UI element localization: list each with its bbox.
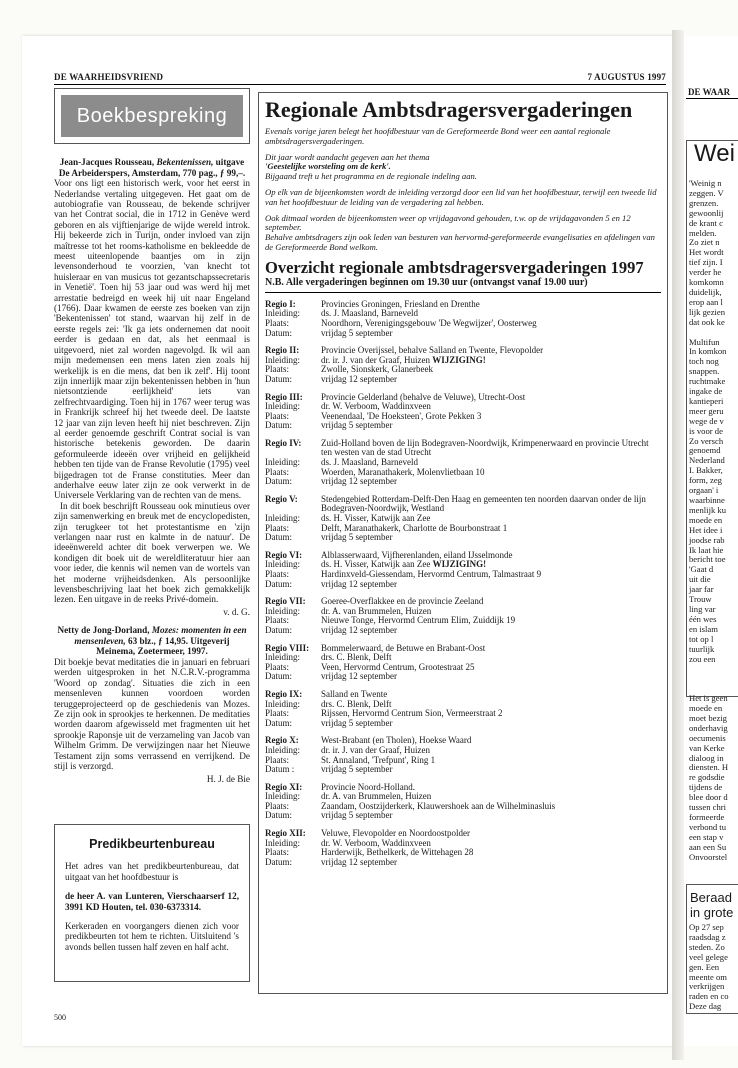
next-page-text-2 <box>689 923 738 1012</box>
region-field-value: West-Brabant (en Tholen), Hoekse Waard <box>321 735 472 746</box>
next-page-header: DE WAAR <box>688 87 731 97</box>
predikbeurtenbureau-intro: Het adres van het predikbeurtenbureau, dat uitgaat van het hoofdbestuur is <box>65 861 239 882</box>
next-page-line: en islam <box>689 623 718 634</box>
review-publisher: 63 blz., ƒ 14,95. Uitgeverij Meinema, Zoetermeer, 1997. <box>96 635 230 657</box>
next-page-line: veel gelege <box>689 951 728 962</box>
next-page-line: erop aan l <box>689 296 723 307</box>
next-page-line: tussen chri <box>689 802 726 813</box>
region-field-value: Zaandam, Oostzijderkerk, Klauwershoek aan de Wilhelminasluis <box>321 800 556 811</box>
region-row-datum <box>265 375 661 385</box>
next-page-line: Op 27 sep <box>689 922 724 932</box>
next-page-line: dialoog in <box>689 752 724 763</box>
next-page-line: moede en <box>689 703 723 714</box>
next-page-line: meer geru <box>689 405 724 416</box>
next-page-line <box>689 328 738 338</box>
intro-paragraph: Behalve ambtsdragers zijn ook leden van besturen van hervormd-gereformeerde evangelisaties en afdelingen van de Gereformeerde Bond welkom. <box>265 232 655 252</box>
region-field-label: Plaats: <box>265 615 289 626</box>
region-row-datum <box>265 626 661 636</box>
region-field-label: Plaats: <box>265 661 289 672</box>
review-paragraph: Voor ons ligt een historisch werk, voor het eerst in Nederlandse vertaling uitgegeven. Het gaat om de autobiografie van Rousseau, de bekende schrijver van het Contrat social, die in 1712 in Genève werd geboren en als vijftienjarige de wijde wereld introk. Hij bekeerde zich in Turijn, onder invloed van zijn maîtresse tot het rooms-katholisme en bekleedde de meest uiteenlopende baantjes om in zijn levensonderhoud te voorzien, 'van knecht tot huisleraar en van musicus tot gezantschapssecretaris in Venetië'. Toen hij 53 jaar oud was werd hij met arrestatie bedreigd en week hij uit naar Engeland (1766). Daar kwamen de eerste zes boeken van zijn 'Bekentenissen' tot stand, waarvan hij zelf in de eerste regels zei: 'Ik ga iets ondernemen dat nooit eerder is gedaan en dat, als het eenmaal is uitgevoerd, niet zal worden nagevolgd. Ik wil aan mijn medemensen een mens laten zien zoals hij werkelijk is en die mens, dat ben ik zelf'. Hij toont zijn innerlijk maar zijn bekentenissen hebben in 'hun nietsontziende eerlijkheid' iets van zelfrechtvaardiging. Toen hij in 1767 weer terug was in Frankrijk schreef hij het tweede deel. De laatste 12 jaar van zijn leven heeft hij niet beschreven. Zijn al eerder genoemde geschrift Contrat social is van historische betekenis geworden. De daarin geformuleerde ideeën over vrijheid en gelijkheid hebben ten tijde van de Franse Revolutie (1795) veel bijgedragen tot de Franse constituties. Meer dan anderhalve eeuw later zijn ze ook verwerkt in de Universele Verklaring van de rechten van de mens. <box>54 178 250 501</box>
region-field-value: Zwolle, Sionskerk, Glanerbeek <box>321 364 433 375</box>
next-page-line: onderhavig <box>689 722 728 733</box>
region-field-value: vrijdag 5 september <box>321 420 393 431</box>
next-page-title: Wei <box>694 140 735 167</box>
region-field-value: Hardinxveld-Giessendam, Hervormd Centrum, Talmastraat 9 <box>321 569 542 580</box>
predikbeurtenbureau-address: de heer A. van Lunteren, Vierschaarserf 12, 3991 KD Houten, tel. 030-6373314. <box>65 891 239 912</box>
next-page-line: formeerde <box>689 812 725 822</box>
next-page-heading-line: in grote <box>690 905 734 920</box>
next-page-line: Het wordt <box>689 247 724 258</box>
page-gutter <box>672 30 684 1060</box>
page-number: 500 <box>54 1013 66 1022</box>
next-page-line: menlijk ku <box>689 504 726 515</box>
region-field-label: Datum: <box>265 810 292 821</box>
region-block <box>265 597 661 635</box>
next-page-line: Het idee i <box>689 524 723 535</box>
review-mozes <box>54 625 250 784</box>
next-page-line: joodse rab <box>689 534 725 545</box>
region-field-value: vrijdag 12 september <box>321 476 397 487</box>
review-rousseau <box>54 157 250 617</box>
review-book-title: Bekentenissen, <box>156 157 214 167</box>
next-page-line: form, zeg <box>689 475 722 486</box>
next-page-heading-line: Beraad <box>690 890 732 905</box>
publication-name: DE WAARHEIDSVRIEND <box>54 72 164 82</box>
article-intro <box>265 127 661 253</box>
region-field-label: Inleiding: <box>265 559 300 570</box>
region-block <box>265 439 661 487</box>
running-head <box>54 72 666 82</box>
review-paragraph: Dit boekje bevat meditaties die in januari en februari werden uitgesproken in het N.C.R.V.-programma 'Woord op zondag'. Situaties die zich in een mensenleven kunnen voordoen worden teruggeprojecteerd op de geschiedenis van Mozes. Ze zijn ook in sprookjes te herkennen. De meditaties worden daarom afgewisseld met fragmenten uit het sprookje Raponsje uit de verzameling van Jacob van Wilhelm Grimm. De verwijzingen naar het Nieuwe Testament zijn soms verrassend en verrijkend. De stijl is verzorgd. <box>54 657 250 772</box>
ambtsdragers-box <box>258 92 668 994</box>
predikbeurtenbureau-box <box>54 824 250 982</box>
overview-title: Overzicht regionale ambtsdragersvergaderingen 1997 <box>265 257 644 277</box>
next-page-line: aan een Su <box>689 841 727 852</box>
region-field-value: dr. ir. J. van der Graaf, Huizen WIJZIGING! <box>321 354 486 365</box>
region-name: Regio IX: <box>265 688 303 699</box>
region-field-label: Datum: <box>265 373 292 384</box>
region-field-value: vrijdag 12 september <box>321 373 397 384</box>
next-page-line: verkrijgen <box>689 981 725 992</box>
next-page-line: raadsdag z <box>689 931 726 942</box>
next-page-line: ruchtmake <box>689 376 726 387</box>
region-field-value: Noordhorn, Verenigingsgebouw 'De Wegwijzer', Oosterweg <box>321 317 537 328</box>
region-field-label: Datum: <box>265 671 292 682</box>
next-page-line: waarbinne <box>689 495 725 505</box>
region-name: Regio XI: <box>265 781 303 792</box>
region-field-label: Plaats: <box>265 800 289 811</box>
review-author: Jean-Jacques Rousseau, <box>59 157 155 167</box>
article-title: Regionale Ambtsdragersvergaderingen <box>265 97 633 122</box>
region-field-value: Bommelerwaard, de Betuwe en Brabant-Oost <box>321 642 486 653</box>
intro-paragraph: Op elk van de bijeenkomsten wordt de inleiding verzorgd door een lid van het hoofdbestuur, terwijl een tweede lid van het hoofdbestuur de leiding van de vergadering zal hebben. <box>265 186 657 207</box>
next-page-line <box>689 674 738 684</box>
next-page-line: een stap v <box>689 831 724 842</box>
region-name: Regio V: <box>265 493 298 504</box>
review-heading <box>54 625 250 657</box>
next-page-line: één wes <box>689 613 717 624</box>
region-field-value: Veenendaal, 'De Hoeksteen', Grote Pekken 3 <box>321 410 482 421</box>
region-name: Regio XII: <box>265 828 306 839</box>
next-page-line: Deze dag <box>689 1001 722 1012</box>
next-page-line: Zo ziet n <box>689 237 720 248</box>
region-field-label: Plaats: <box>265 754 289 765</box>
region-field-value: vrijdag 12 september <box>321 578 397 589</box>
next-page-line: wege de v <box>689 415 724 426</box>
predikbeurtenbureau-title: Predikbeurtenbureau <box>89 837 215 851</box>
next-page-edge <box>684 36 738 1046</box>
intro-theme-lead: Dit jaar wordt aandacht gegeven aan het thema <box>265 151 430 162</box>
next-page-line: is voor de <box>689 425 723 436</box>
review-publisher: uitgave De Arbeiderspers, Amsterdam, 770 pag., ƒ 99,–. <box>58 157 246 178</box>
region-block <box>265 393 661 431</box>
next-page-line: tief zijn. I <box>689 257 723 268</box>
next-page-line: steden. Zo <box>689 941 725 952</box>
region-field-label: Inleiding: <box>265 513 300 524</box>
change-marker: WIJZIGING! <box>432 559 487 570</box>
region-row-datum <box>265 580 661 590</box>
region-field-label: Datum: <box>265 717 292 728</box>
region-block <box>265 300 661 338</box>
next-page-line: kantieperi <box>689 395 724 406</box>
region-field-label: Datum: <box>265 420 292 431</box>
next-page-line: raden en co <box>689 991 729 1002</box>
region-field-value: Alblasserwaard, Vijfherenlanden, eiland IJsselmonde <box>321 549 513 560</box>
region-block <box>265 783 661 821</box>
region-field-label: Plaats: <box>265 410 289 421</box>
next-page-line: verbond tu <box>689 821 726 832</box>
review-paragraph: In dit boek beschrijft Rousseau ook minutieus over zijn samenwerking en breuk met de encyclopedisten, zijn terugkeer tot het protestantisme en 'zijn verlangen naar rust en kalmte in de natuur'. De ideeënwereld achter dit boek verwerpen we. We kondigen dit boek uit de wereldliteratuur hier aan voor ieder, die kennis wil nemen van de wortels van het moderne vrijheidsdenken. Als persoonlijke levensbeschrijving laat het boek zich gemakkelijk lezen. Een uitgave in de reeks Privé-domein. <box>54 500 250 605</box>
change-marker: WIJZIGING! <box>432 354 486 365</box>
region-field-value: dr. W. Verboom, Waddinxveen <box>321 401 431 412</box>
region-field-label: Datum : <box>265 764 295 775</box>
next-page-line: ling var <box>689 603 716 614</box>
region-field-label: Inleiding: <box>265 837 300 848</box>
region-row-area <box>265 495 661 514</box>
next-page-line: diensten. H <box>689 762 729 773</box>
boekbespreking-banner: Boekbespreking <box>61 95 243 137</box>
next-page-line: orgaan' i <box>689 485 719 496</box>
region-field-value: Delft, Maranathakerk, Charlotte de Bourbonstraat 1 <box>321 522 508 533</box>
region-field-value: Stedengebied Rotterdam-Delft-Den Haag en gemeenten ten noorden daarvan onder de lijn Bodegraven-Noordwijk, Westland <box>321 493 646 514</box>
next-page-line: I. Bakker, <box>689 465 723 476</box>
region-field-label: Datum: <box>265 476 292 487</box>
next-page-line <box>689 664 738 674</box>
next-page-line: Onvoorstel <box>689 851 728 862</box>
region-field-value: Provincies Groningen, Friesland en Drenthe <box>321 298 480 309</box>
region-block <box>265 495 661 543</box>
next-page-line: gen. Een <box>689 961 720 972</box>
next-page-line: tijdens de <box>689 782 723 793</box>
region-name: Regio X: <box>265 735 299 746</box>
left-column <box>54 88 250 784</box>
next-page-line: Ik laat hie <box>689 544 724 555</box>
next-page-line: komkomn <box>689 277 724 288</box>
region-field-label: Plaats: <box>265 708 289 719</box>
region-field-value: Zuid-Holland boven de lijn Bodegraven-Noordwijk, Krimpenerwaard en provincie Utrecht ten westen van de stad Utrecht <box>321 437 649 458</box>
next-page-line: melden. <box>689 227 717 238</box>
next-page-line: bericht toe <box>689 554 726 565</box>
region-row-datum <box>265 811 661 821</box>
next-page-line: dat ook ke <box>689 316 725 327</box>
next-page-line: zeggen. V <box>689 187 724 198</box>
next-page-line: Zo versch <box>689 435 724 446</box>
intro-theme-title: 'Geestelijke worsteling om de kerk'. <box>265 161 391 172</box>
region-field-value: vrijdag 5 september <box>321 717 393 728</box>
review-signature: H. J. de Bie <box>206 773 250 784</box>
region-block <box>265 346 661 384</box>
next-page-line: oecumenis <box>689 732 726 743</box>
region-field-label: Datum: <box>265 624 292 635</box>
region-name: Regio VII: <box>265 596 306 607</box>
region-field-value: Veen, Hervormd Centrum, Grootestraat 25 <box>321 661 475 672</box>
region-field-value: dr. ir. J. van der Graaf, Huizen <box>321 744 430 755</box>
region-block <box>265 551 661 589</box>
region-field-label: Plaats: <box>265 522 289 533</box>
next-page-line: lijk gezien <box>689 306 726 317</box>
next-page-line: toch nog <box>689 356 719 367</box>
next-page-line: 'Weinig n <box>689 178 722 188</box>
region-field-label: Datum: <box>265 327 292 338</box>
region-block <box>265 644 661 682</box>
region-field-value: ds. J. Maasland, Barneveld <box>321 457 418 468</box>
next-page-line: van Kerke <box>689 742 725 753</box>
region-name: Regio VI: <box>265 549 303 560</box>
region-field-label: Inleiding: <box>265 401 300 412</box>
region-field-value: Goeree-Overflakkee en de provincie Zeeland <box>321 596 484 607</box>
region-field-label: Inleiding: <box>265 308 300 319</box>
next-page-line: zou een <box>689 653 716 664</box>
region-name: Regio I: <box>265 298 296 309</box>
next-page-line: Multifun <box>689 336 720 347</box>
region-field-value: vrijdag 5 september <box>321 764 393 775</box>
region-field-value: drs. C. Blenk, Delft <box>321 698 392 709</box>
next-page-line: uit die <box>689 574 711 585</box>
region-field-value: Veluwe, Flevopolder en Noordoostpolder <box>321 828 470 839</box>
overview-subtitle: N.B. Alle vergaderingen beginnen om 19.30 uur (ontvangst vanaf 19.00 uur) <box>265 276 588 288</box>
region-row-datum <box>265 719 661 729</box>
region-field-value: dr. A. van Brummelen, Huizen <box>321 791 432 802</box>
region-row-datum <box>265 765 661 775</box>
region-field-value: vrijdag 12 september <box>321 671 397 682</box>
region-field-value: Nieuwe Tonge, Hervormd Centrum Elim, Zuiddijk 19 <box>321 615 516 626</box>
region-row-datum <box>265 672 661 682</box>
review-author: Netty de Jong-Dorland, <box>57 625 150 636</box>
region-block <box>265 736 661 774</box>
region-row-area <box>265 439 661 458</box>
next-page-line: snappen. <box>689 366 720 377</box>
region-field-label: Datum: <box>265 856 292 867</box>
intro-theme-note: Bijgaand treft u het programma en de regionale indeling aan. <box>265 171 477 182</box>
intro-paragraph: Evenals vorige jaren belegt het hoofdbestuur van de Gereformeerde Bond weer een aantal regionale ambtsdragersvergaderingen. <box>265 126 611 146</box>
region-field-value: Provincie Gelderland (behalve de Veluwe), Utrecht-Oost <box>321 391 526 402</box>
boekbespreking-box <box>54 88 250 144</box>
region-field-value: ds. H. Visser, Katwijk aan Zee <box>321 513 431 524</box>
next-page-line: genoemd <box>689 445 721 456</box>
next-page-line: Trouw <box>689 594 712 605</box>
next-page-line: duidelijk, <box>689 286 722 297</box>
region-field-value: drs. C. Blenk, Delft <box>321 652 392 663</box>
region-field-value: dr. W. Verboom, Waddinxveen <box>321 837 431 848</box>
region-field-value: ds. J. Maasland, Barneveld <box>321 308 418 319</box>
region-field-label: Inleiding: <box>265 605 300 616</box>
region-field-value: vrijdag 5 september <box>321 327 393 338</box>
region-field-label: Inleiding: <box>265 354 300 365</box>
region-field-label: Plaats: <box>265 847 289 858</box>
region-field-value: ds. H. Visser, Katwijk aan Zee WIJZIGING! <box>321 559 487 570</box>
next-page-line: blee door d <box>689 792 728 803</box>
region-field-label: Datum: <box>265 578 292 589</box>
region-field-value: dr. A. van Brummelen, Huizen <box>321 605 432 616</box>
next-page-heading-2 <box>690 890 733 920</box>
predikbeurtenbureau-instructions: Kerkeraden en voorgangers dienen zich voor predikbeurten tot hem te richten. Uitsluitend 's avonds bellen tussen half zeven en half acht. <box>65 921 239 952</box>
region-field-value: Salland en Twente <box>321 688 388 699</box>
region-field-label: Inleiding: <box>265 652 300 663</box>
region-field-label: Inleiding: <box>265 698 300 709</box>
region-name: Regio II: <box>265 345 300 356</box>
next-page-line: de krant c <box>689 217 723 228</box>
region-field-label: Datum: <box>265 532 292 543</box>
next-page-line: grenzen. <box>689 197 719 208</box>
intro-theme <box>265 153 661 182</box>
header-rule <box>54 84 666 85</box>
next-page-line: tot op l <box>689 633 714 644</box>
region-field-label: Plaats: <box>265 466 289 477</box>
next-page-line: moet bezig <box>689 712 727 723</box>
region-field-label: Inleiding: <box>265 457 300 468</box>
next-page-line: ingake de <box>689 386 723 397</box>
next-page-line: Nederland <box>689 455 725 466</box>
region-field-value: vrijdag 12 september <box>321 856 397 867</box>
region-field-value: Woerden, Maranathakerk, Molenvlietbaan 10 <box>321 466 485 477</box>
region-list <box>265 300 661 868</box>
next-page-line: In komkon <box>689 346 727 357</box>
region-field-label: Plaats: <box>265 317 289 328</box>
region-name: Regio IV: <box>265 437 302 448</box>
next-page-header-rule <box>686 98 738 99</box>
region-field-value: vrijdag 12 september <box>321 624 397 635</box>
region-field-label: Plaats: <box>265 364 289 375</box>
next-page-line: verder he <box>689 267 722 278</box>
next-page-line: 'Gaat d <box>689 564 714 575</box>
review-heading <box>54 157 250 178</box>
region-field-value: vrijdag 5 september <box>321 532 393 543</box>
next-page-line: gewoonlij <box>689 207 724 218</box>
next-page-text <box>689 179 738 863</box>
next-page-line: tuurlijk <box>689 643 715 654</box>
review-book-title: Mozes: momenten in een mensenleven, <box>74 625 247 646</box>
region-name: Regio III: <box>265 391 303 402</box>
region-row-datum <box>265 477 661 487</box>
next-page-line: jaar far <box>689 584 714 595</box>
region-block <box>265 829 661 867</box>
region-row-datum <box>265 533 661 543</box>
region-field-label: Inleiding: <box>265 791 300 802</box>
region-field-value: St. Annaland, 'Trefpunt', Ring 1 <box>321 754 436 765</box>
region-field-value: vrijdag 5 september <box>321 810 393 821</box>
region-field-value: Provincie Overijssel, behalve Salland en Twente, Flevopolder <box>321 345 544 356</box>
region-row-datum <box>265 421 661 431</box>
region-name: Regio VIII: <box>265 642 310 653</box>
issue-date: 7 AUGUSTUS 1997 <box>587 72 666 82</box>
next-page-line: meente om <box>689 971 727 982</box>
next-page-line: re godsdie <box>689 772 725 783</box>
region-field-value: Rijssen, Hervormd Centrum Sion, Vermeerstraat 2 <box>321 708 503 719</box>
region-field-value: Harderwijk, Bethelkerk, de Wittehagen 28 <box>321 847 474 858</box>
region-row-datum <box>265 858 661 868</box>
region-field-label: Inleiding: <box>265 744 300 755</box>
intro-paragraph: Ook ditmaal worden de bijeenkomsten weer op vrijdagavond gehouden, t.w. op de vrijdagavonden 5 en 12 september. <box>265 212 631 233</box>
next-page-line: Het is geen <box>689 693 728 704</box>
region-field-label: Plaats: <box>265 569 289 580</box>
overview-rule <box>265 292 661 293</box>
next-page-line: moede en <box>689 514 723 525</box>
region-block <box>265 690 661 728</box>
review-signature: v. d. G. <box>223 606 250 617</box>
region-field-value: Provincie Noord-Holland. <box>321 781 415 792</box>
region-row-datum <box>265 329 661 339</box>
